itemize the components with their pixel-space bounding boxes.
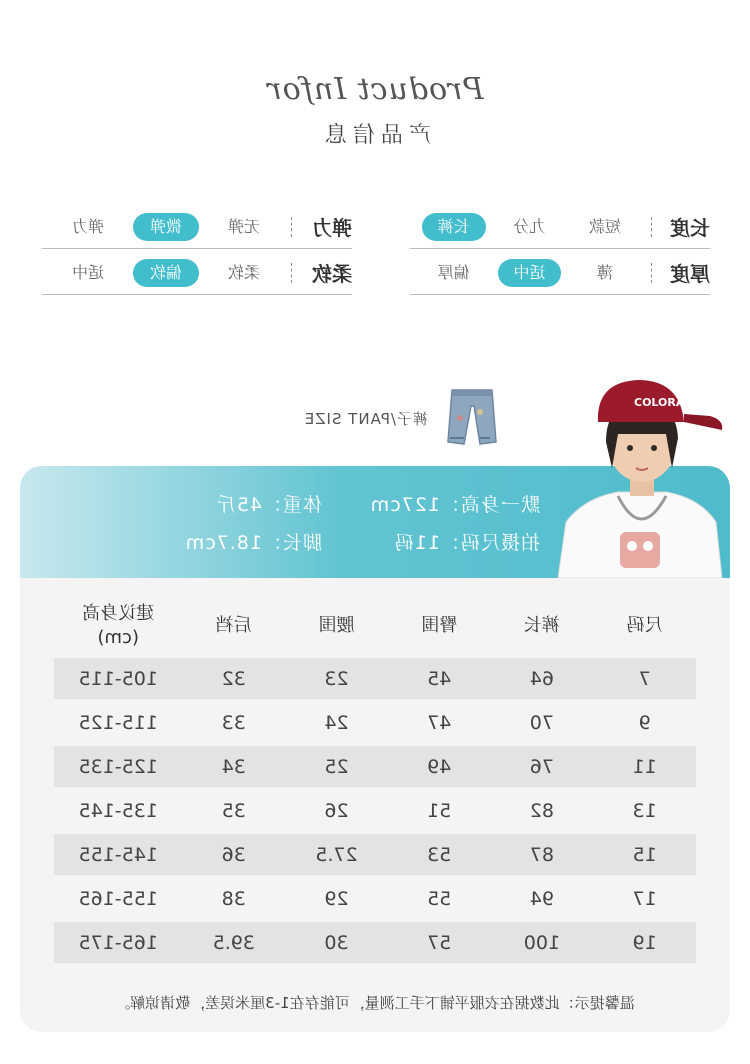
table-row [54, 922, 696, 963]
model-shot-size: 拍摄尺码：11码 [393, 532, 540, 554]
divider [291, 217, 292, 237]
table-cell: 87 [529, 843, 555, 866]
table-cell: 26 [324, 799, 349, 822]
attribute-thickness-label: 厚度 [670, 262, 710, 286]
option-long-selected: 长裤 [422, 213, 486, 241]
table-row [54, 658, 696, 699]
table-cell: 30 [324, 931, 349, 954]
header-waist: 腰围 [318, 615, 355, 636]
header-suggested-height: 建议身高 (cm) [82, 603, 155, 648]
table-cell: 7 [638, 667, 651, 690]
table-cell: 32 [221, 667, 246, 690]
model-height: 默一身高：127cm [369, 494, 540, 516]
table-cell: 100 [523, 931, 561, 954]
table-cell: 11 [632, 755, 657, 778]
option-soft: 柔软 [228, 262, 261, 282]
option-short: 短款 [589, 216, 622, 236]
table-cell: 51 [427, 799, 452, 822]
table-cell: 94 [529, 887, 555, 910]
table-cell: 64 [529, 667, 555, 690]
header-length: 裤长 [523, 615, 560, 636]
size-chart-card [20, 578, 730, 1032]
table-cell: 15 [632, 843, 657, 866]
pant-size-heading [240, 388, 500, 448]
title-chinese: 产品信息 [319, 123, 432, 148]
table-cell: 39.5 [212, 931, 255, 954]
header-size: 尺码 [626, 615, 663, 636]
table-cell: 35 [221, 799, 246, 822]
option-softish-selected: 偏软 [133, 259, 199, 287]
table-row [54, 790, 696, 831]
header-hip: 臀围 [421, 615, 458, 636]
size-table [54, 594, 696, 966]
table-row [54, 746, 696, 787]
cap-text: COLORA [634, 396, 685, 409]
table-cell: 47 [427, 711, 452, 734]
table-cell: 57 [427, 931, 452, 954]
table-cell: 135-145 [78, 799, 158, 822]
model-foot-length: 脚长：18.7cm [184, 532, 322, 554]
table-cell: 70 [529, 711, 555, 734]
table-cell: 76 [529, 755, 555, 778]
attribute-elasticity-label: 弹力 [312, 216, 352, 240]
measurement-note: 温馨提示：此数据在衣服平铺下手工测量，可能存在1-3厘米误差，敬请谅解。 [115, 994, 635, 1012]
table-cell: 53 [427, 843, 452, 866]
option-nine-tenth: 九分 [513, 216, 546, 236]
attribute-softness-row [42, 251, 352, 295]
option-thin: 薄 [597, 262, 614, 282]
table-cell: 49 [427, 755, 452, 778]
header-back-rise: 后裆 [215, 615, 252, 636]
table-cell: 45 [427, 667, 452, 690]
table-cell: 115-125 [78, 711, 158, 734]
divider [651, 263, 652, 283]
table-cell: 27.5 [315, 843, 358, 866]
size-table-body [54, 658, 696, 963]
attribute-softness-label: 柔软 [312, 262, 352, 286]
table-row [54, 702, 696, 743]
option-moderate: 适中 [72, 262, 105, 282]
table-cell: 24 [324, 711, 349, 734]
model-weight: 体重：45斤 [215, 494, 322, 516]
table-cell: 25 [324, 755, 349, 778]
table-cell: 145-155 [78, 843, 158, 866]
table-cell: 23 [324, 667, 349, 690]
option-stretch: 弹力 [72, 216, 105, 236]
table-cell: 125-135 [78, 755, 158, 778]
model-photo [552, 372, 730, 578]
table-cell: 55 [427, 887, 452, 910]
table-cell: 165-175 [78, 931, 158, 954]
title-english: Product Infor [266, 72, 484, 107]
attribute-length-label: 长度 [670, 216, 710, 240]
table-cell: 13 [632, 799, 657, 822]
attribute-elasticity-row [42, 205, 352, 249]
jeans-icon [444, 388, 500, 446]
option-medium-selected: 适中 [498, 259, 562, 287]
attribute-thickness-row [410, 251, 710, 295]
size-table-header [54, 594, 696, 658]
table-cell: 36 [221, 843, 246, 866]
table-cell: 33 [221, 711, 246, 734]
option-no-stretch: 无弹 [228, 216, 261, 236]
option-slight-stretch-selected: 微弹 [133, 213, 199, 241]
table-row [54, 834, 696, 875]
table-cell: 9 [638, 711, 651, 734]
option-thick: 偏厚 [437, 262, 470, 282]
table-row [54, 878, 696, 919]
pant-size-label: 裤子/PANT SIZE [303, 410, 428, 428]
table-cell: 38 [221, 887, 246, 910]
divider [291, 263, 292, 283]
table-cell: 82 [529, 799, 555, 822]
divider [651, 217, 652, 237]
attribute-length-row [410, 205, 710, 249]
table-cell: 105-115 [78, 667, 158, 690]
table-cell: 19 [632, 931, 657, 954]
table-cell: 29 [324, 887, 349, 910]
table-cell: 17 [632, 887, 657, 910]
table-cell: 155-165 [78, 887, 158, 910]
table-cell: 34 [221, 755, 246, 778]
